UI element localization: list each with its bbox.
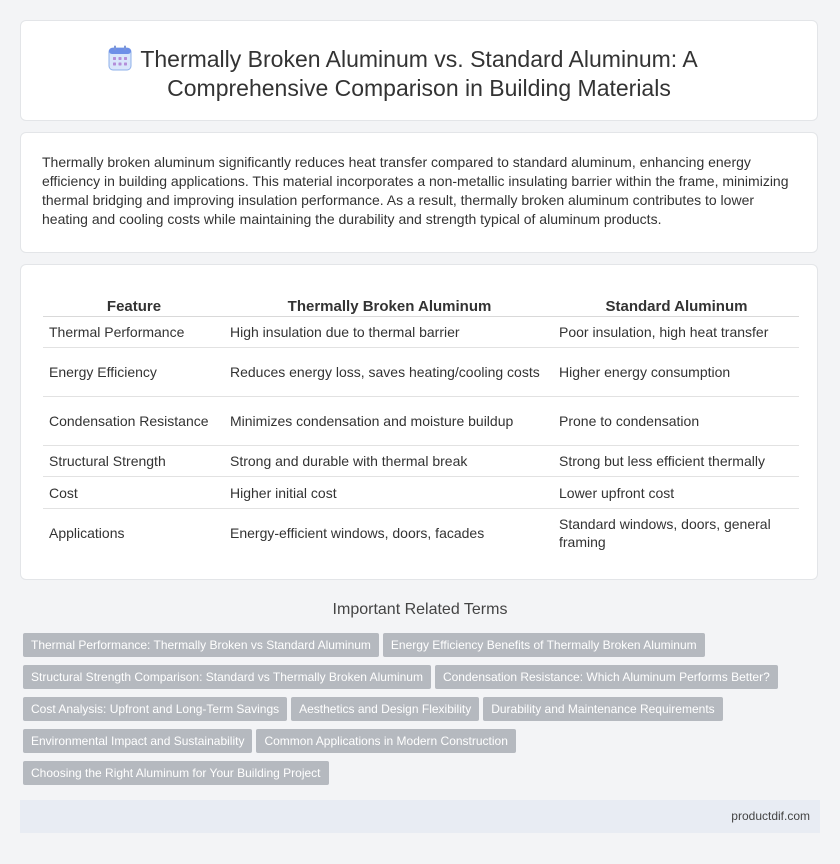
header-feature: Feature bbox=[43, 295, 225, 317]
related-term-tag[interactable]: Environmental Impact and Sustainability bbox=[23, 729, 252, 753]
standard-cell: Prone to condensation bbox=[554, 397, 799, 446]
comparison-table bbox=[43, 295, 799, 557]
related-term-tag[interactable]: Energy Efficiency Benefits of Thermally Broken Aluminum bbox=[383, 633, 705, 657]
feature-cell: Thermal Performance bbox=[43, 317, 225, 348]
related-term-tag[interactable]: Thermal Performance: Thermally Broken vs Standard Aluminum bbox=[23, 633, 379, 657]
standard-cell: Standard windows, doors, general framing bbox=[559, 516, 771, 550]
footer bbox=[20, 800, 820, 833]
footer-site-link[interactable]: productdif.com bbox=[731, 809, 810, 823]
thermally-broken-cell: Minimizes condensation and moisture buildup bbox=[225, 397, 554, 446]
table-header-row bbox=[43, 295, 799, 317]
related-term-tag[interactable]: Structural Strength Comparison: Standard vs Thermally Broken Aluminum bbox=[23, 665, 431, 689]
related-term-tag[interactable]: Common Applications in Modern Construction bbox=[256, 729, 515, 753]
feature-cell: Condensation Resistance bbox=[43, 397, 225, 446]
comparison-card bbox=[20, 264, 818, 580]
standard-cell: Poor insulation, high heat transfer bbox=[554, 317, 799, 348]
standard-cell: Higher energy consumption bbox=[554, 348, 799, 397]
thermally-broken-cell: High insulation due to thermal barrier bbox=[225, 317, 554, 348]
related-term-tag[interactable]: Durability and Maintenance Requirements bbox=[483, 697, 722, 721]
related-terms-heading: Important Related Terms bbox=[332, 601, 508, 618]
table-row bbox=[43, 397, 799, 446]
related-term-tag[interactable]: Condensation Resistance: Which Aluminum Performs Better? bbox=[435, 665, 778, 689]
intro-paragraph: Thermally broken aluminum significantly reduces heat transfer compared to standard aluminum, enhancing energy efficiency in building applications. This material incorporates a non-metallic insulating barrier within the frame, minimizing thermal bridging and improving insulation performance. As a result, thermally broken aluminum contributes to lower heating and cooling costs while maintaining the durability and strength typical of aluminum products. bbox=[42, 154, 789, 227]
title-card bbox=[20, 20, 818, 121]
thermally-broken-cell: Energy-efficient windows, doors, facades bbox=[230, 525, 485, 541]
related-terms-list bbox=[23, 633, 813, 793]
feature-cell: Structural Strength bbox=[43, 446, 225, 477]
table-row bbox=[43, 446, 799, 477]
standard-cell: Strong but less efficient thermally bbox=[554, 446, 799, 477]
standard-cell: Lower upfront cost bbox=[554, 477, 799, 509]
header-thermally-broken: Thermally Broken Aluminum bbox=[225, 295, 554, 317]
header-standard: Standard Aluminum bbox=[554, 295, 799, 317]
related-term-tag[interactable]: Aesthetics and Design Flexibility bbox=[291, 697, 479, 721]
feature-cell: Cost bbox=[43, 477, 225, 509]
thermally-broken-cell: Higher initial cost bbox=[225, 477, 554, 509]
page-title bbox=[21, 45, 817, 103]
table-row bbox=[43, 317, 799, 348]
thermally-broken-cell: Strong and durable with thermal break bbox=[225, 446, 554, 477]
feature-cell: Energy Efficiency bbox=[43, 348, 225, 397]
feature-cell: Applications bbox=[49, 525, 125, 541]
thermally-broken-cell: Reduces energy loss, saves heating/cooling costs bbox=[225, 348, 554, 397]
table-row bbox=[43, 509, 799, 558]
intro-card bbox=[20, 132, 818, 253]
table-row bbox=[43, 477, 799, 509]
table-row bbox=[43, 348, 799, 397]
related-term-tag[interactable]: Choosing the Right Aluminum for Your Building Project bbox=[23, 761, 329, 785]
page-title-line-1: Thermally Broken Aluminum vs. Standard Aluminum: A bbox=[140, 46, 698, 72]
related-term-tag[interactable]: Cost Analysis: Upfront and Long-Term Savings bbox=[23, 697, 287, 721]
page-title-line-2: Comprehensive Comparison in Building Materials bbox=[167, 75, 671, 101]
